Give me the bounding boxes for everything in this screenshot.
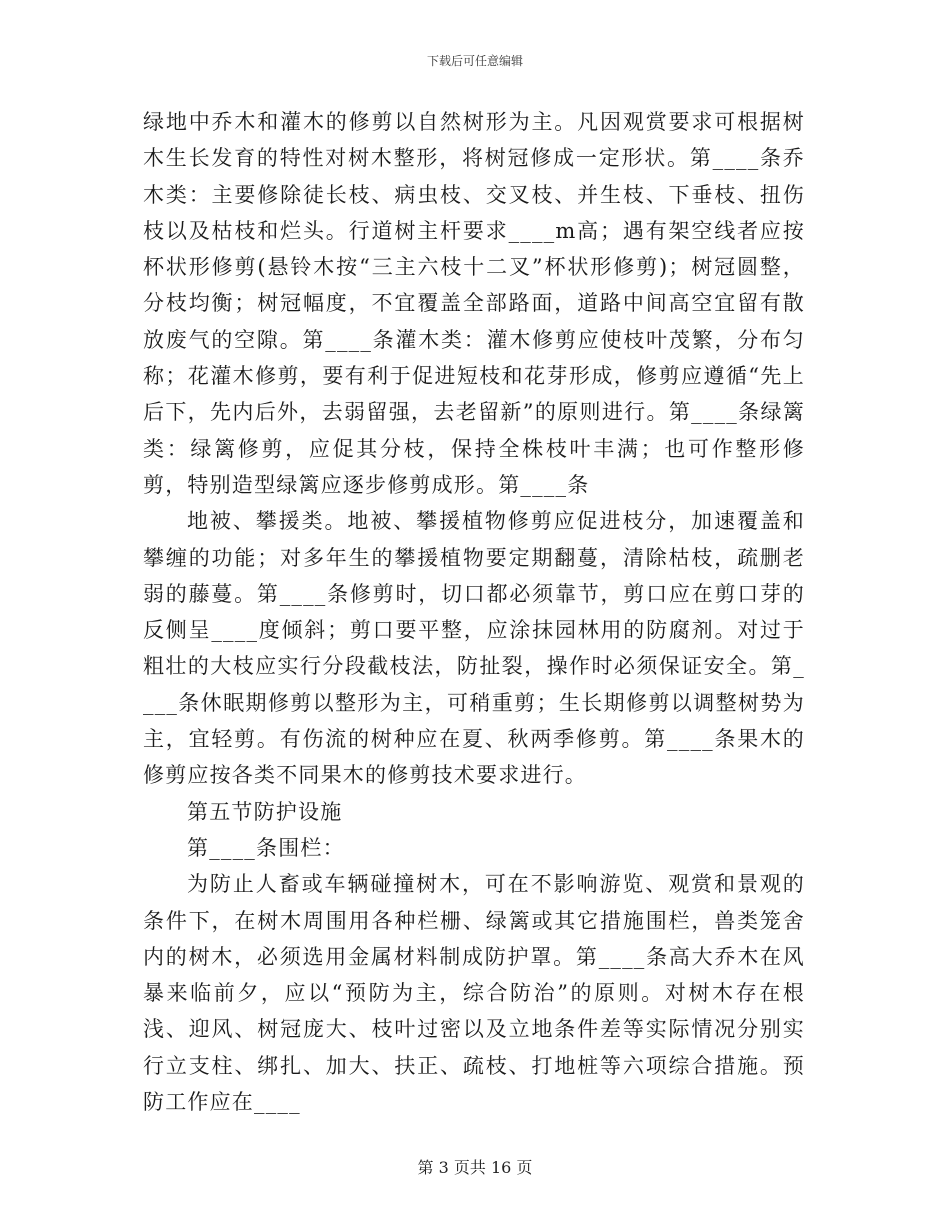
page-header-note: 下载后可任意编辑 (426, 54, 523, 68)
paragraph-fences-storm: 为防止人畜或车辆碰撞树木，可在不影响游览、观赏和景观的条件下，在树木周围用各种栏栅、绿篱或其它措施围栏，兽类笼舍内的树木，必须选用金属材料制成防护罩。第____条高大乔木在风暴来临前夕，应以“预防为主，综合防治”的原则。对树木存在根浅、迎风、树冠庞大、枝叶过密以及立地条件差等实际情况分别实行立支柱、绑扎、加大、扶正、疏枝、打地桩等六项综合措施。预防工作应在____ (143, 872, 805, 1115)
document-body (143, 104, 805, 1120)
page-number: 第 3 页共 16 页 (417, 1158, 533, 1177)
paragraph-pruning-intro: 绿地中乔木和灌木的修剪以自然树形为主。凡因观赏要求可根据树木生长发育的特性对树木整形，将树冠修成一定形状。第____条乔木类：主要修除徒长枝、病虫枝、交叉枝、并生枝、下垂枝、扭伤枝以及枯枝和烂头。行道树主杆要求____m高；遇有架空线者应按杯状形修剪(悬铃木按“三主六枝十二叉”杯状形修剪)；树冠圆整，分枝均衡；树冠幅度，不宜覆盖全部路面，道路中间高空宜留有散放废气的空隙。第____条灌木类：灌木修剪应使枝叶茂繁，分布匀称；花灌木修剪，要有利于促进短枝和花芽形成，修剪应遵循“先上后下，先内后外，去弱留强，去老留新”的原则进行。第____条绿篱类：绿篱修剪，应促其分枝，保持全株枝叶丰满；也可作整形修剪，特别造型绿篱应逐步修剪成形。第____条 (143, 110, 805, 497)
article-heading-fences: 第____条围栏： (187, 835, 345, 860)
paragraph-groundcover-climbers: 地被、攀援类。地被、攀援植物修剪应促进枝分，加速覆盖和攀缠的功能；对多年生的攀援植物要定期翻蔓，清除枯枝，疏删老弱的藤蔓。第____条修剪时，切口都必须靠节，剪口应在剪口芽的反侧呈____度倾斜；剪口要平整，应涂抹园林用的防腐剂。对过于粗壮的大枝应实行分段截枝法，防扯裂，操作时必须保证安全。第____条休眠期修剪以整形为主，可稍重剪；生长期修剪以调整树势为主，宜轻剪。有伤流的树种应在夏、秋两季修剪。第____条果木的修剪应按各类不同果木的修剪技术要求进行。 (143, 509, 805, 788)
section-heading-protection: 第五节防护设施 (187, 799, 343, 824)
